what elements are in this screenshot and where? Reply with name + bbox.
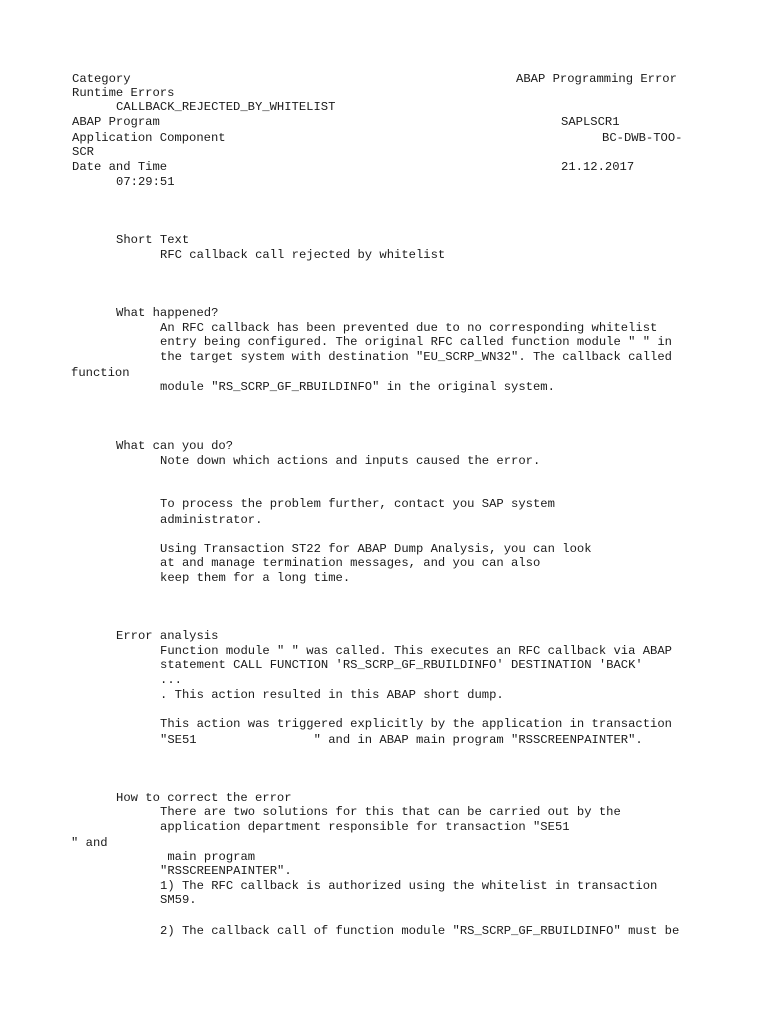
how-to-correct-line: application department responsible for transaction "SE51 — [160, 820, 570, 834]
error-analysis-line: statement CALL FUNCTION 'RS_SCRP_GF_RBUILDINFO' DESTINATION 'BACK' — [160, 658, 643, 672]
what-happened-line: module "RS_SCRP_GF_RBUILDINFO" in the original system. — [160, 380, 555, 394]
error-analysis-line: Function module " " was called. This executes an RFC callback via ABAP — [160, 644, 672, 658]
what-can-you-do-line: at and manage termination messages, and you can also — [160, 556, 541, 570]
what-can-you-do-line: Using Transaction ST22 for ABAP Dump Analysis, you can look — [160, 542, 592, 556]
how-to-correct-line: 2) The callback call of function module "RS_SCRP_GF_RBUILDINFO" must be — [160, 924, 680, 938]
error-analysis-line: "SE51 " and in ABAP main program "RSSCREENPAINTER". — [160, 733, 643, 747]
runtime-errors-value: CALLBACK_REJECTED_BY_WHITELIST — [116, 100, 336, 114]
abap-program-label: ABAP Program — [72, 115, 160, 129]
how-to-correct-line: SM59. — [160, 893, 197, 907]
what-can-you-do-heading: What can you do? — [116, 439, 234, 453]
how-to-correct-line: "RSSCREENPAINTER". — [160, 864, 292, 878]
app-component-value-cont: SCR — [72, 145, 94, 159]
what-happened-line: An RFC callback has been prevented due to no corresponding whitelist — [160, 321, 658, 335]
error-analysis-line: . This action resulted in this ABAP short dump. — [160, 688, 504, 702]
abap-program-value: SAPLSCR1 — [561, 115, 620, 129]
what-can-you-do-line: administrator. — [160, 513, 263, 527]
app-component-value: BC-DWB-TOO- — [602, 131, 683, 145]
how-to-correct-heading: How to correct the error — [116, 791, 292, 805]
error-analysis-heading: Error analysis — [116, 629, 219, 643]
short-text-heading: Short Text — [116, 233, 190, 247]
date-value: 21.12.2017 — [561, 160, 635, 174]
how-to-correct-line: There are two solutions for this that can be carried out by the — [160, 805, 621, 819]
what-happened-line: entry being configured. The original RFC called function module " " in — [160, 335, 672, 349]
category-value: ABAP Programming Error — [516, 72, 677, 86]
time-value: 07:29:51 — [116, 175, 175, 189]
how-to-correct-line: " and — [71, 836, 108, 850]
date-time-label: Date and Time — [72, 160, 168, 174]
app-component-label: Application Component — [72, 131, 226, 145]
what-can-you-do-line: keep them for a long time. — [160, 571, 351, 585]
what-can-you-do-line: To process the problem further, contact you SAP system — [160, 497, 555, 511]
error-analysis-line: This action was triggered explicitly by the application in transaction — [160, 717, 672, 731]
error-analysis-line: ... — [160, 673, 182, 687]
category-label: Category — [72, 72, 131, 86]
how-to-correct-line: 1) The RFC callback is authorized using the whitelist in transaction — [160, 879, 658, 893]
short-text-line: RFC callback call rejected by whitelist — [160, 248, 446, 262]
what-happened-line: function — [71, 366, 130, 380]
what-happened-line: the target system with destination "EU_SCRP_WN32". The callback called — [160, 350, 672, 364]
what-happened-heading: What happened? — [116, 306, 219, 320]
what-can-you-do-line: Note down which actions and inputs caused the error. — [160, 454, 541, 468]
runtime-errors-label: Runtime Errors — [72, 86, 175, 100]
how-to-correct-line: main program — [160, 850, 256, 864]
